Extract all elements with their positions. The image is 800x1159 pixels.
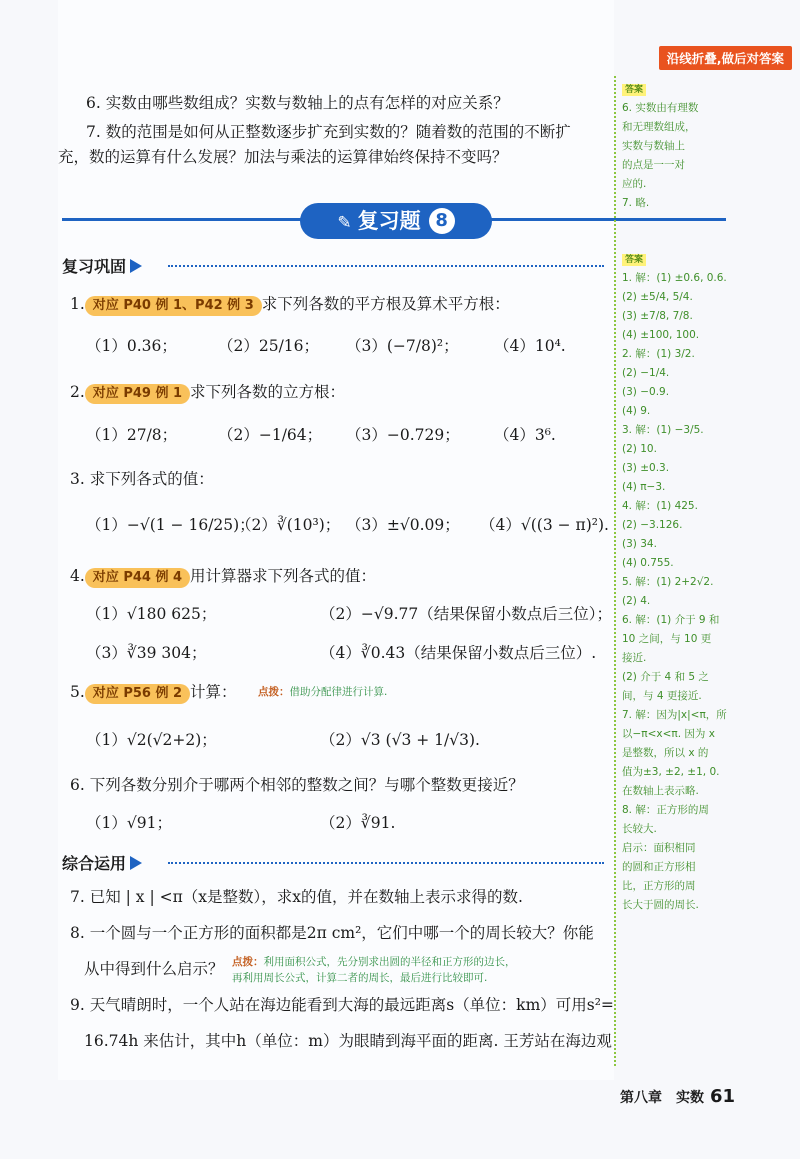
intro-question-7-line2: 充，数的运算有什么发展？加法与乘法的运算律始终保持不变吗？ [58,148,508,166]
answers-main-tag: 答案 [622,254,646,266]
question-9-line1: 9. 天气晴朗时，一个人站在海边能看到大海的最远距离s（单位：km）可用s²= [70,996,614,1014]
answer-line: 值为±3, ±2, ±1, 0. [622,766,720,778]
q4-item-3: （3）∛39 304； [86,644,207,662]
answer-line: (2) ±5/4, 5/4. [622,291,693,303]
answer-line: 以−π<x<π. 因为 x [622,728,715,740]
q2-item-3: （3）−0.729； [346,426,460,444]
pencil-icon: ✎ [337,213,352,233]
page-footer [620,1086,735,1107]
answer-line: 在数轴上表示略. [622,785,699,797]
answer-line: 4. 解：(1) 425. [622,500,698,512]
answer-top-line: 的点是一一对 [622,159,685,171]
section-review-dots [168,265,604,267]
q2-item-4: （4）3⁶. [494,426,556,444]
answer-line: 2. 解：(1) 3/2. [622,348,695,360]
answer-line: (2) 4. [622,595,651,607]
answer-line: 的圆和正方形相 [622,861,696,873]
answer-line: 5. 解：(1) 2+2√2. [622,576,714,588]
q4-item-1: （1）√180 625； [86,605,217,623]
answer-top-line: 7. 略. [622,197,650,209]
answer-line: 10 之间，与 10 更 [622,633,712,645]
q4-item-4: （4）∛0.43（结果保留小数点后三位）. [320,644,597,662]
fold-answer-tab: 沿线折叠,做后对答案 [659,46,792,70]
q3-item-2: （2）∛(10³)； [236,516,341,534]
q1-item-1: （1）0.36； [86,337,177,355]
q6-item-2: （2）∛91. [320,814,396,832]
q6-item-1: （1）√91； [86,814,172,832]
answer-line: 接近. [622,652,647,664]
answer-top-line: 6. 实数由有理数 [622,102,699,114]
question-8-line2: 从中得到什么启示？ [84,960,224,978]
answer-line: 6. 解：(1) 介于 9 和 [622,614,720,626]
section-comprehensive-dots [168,862,604,864]
footer-chapter: 第八章 实数 [620,1090,704,1106]
q3-item-4: （4）√((3 − π)²). [480,516,609,534]
q1-item-3: （3）(−7/8)²； [346,337,459,355]
review-banner [300,203,492,239]
q5-item-1: （1）√2(√2+2)； [86,731,217,749]
answer-line: (2) 10. [622,443,657,455]
answer-line: (4) ±100, 100. [622,329,700,341]
answer-line: 8. 解：正方形的周 [622,804,709,816]
answer-line: 1. 解：(1) ±0.6, 0.6. [622,272,727,284]
banner-title: 复习题 [357,209,421,233]
q3-item-3: （3）±√0.09； [346,516,460,534]
question-2: 2. 对应 P49 例 1 求下列各数的立方根： [70,381,345,404]
q1-item-2: （2）25/16； [218,337,320,355]
answers-main-block [622,250,734,915]
page-number: 61 [710,1086,736,1107]
banner-number: 8 [429,208,455,234]
q1-item-4: （4）10⁴. [494,337,566,355]
q1-ref-tag: 对应 P40 例 1、P42 例 3 [85,296,262,316]
question-3: 3. 求下列各式的值： [70,470,214,488]
question-8-line1: 8. 一个圆与一个正方形的面积都是2π cm²，它们中哪一个的周长较大？你能 [70,924,594,942]
answer-line: (4) 0.755. [622,557,674,569]
answer-line: (3) ±7/8, 7/8. [622,310,693,322]
intro-question-7-line1: 7. 数的范围是如何从正整数逐步扩充到实数的？随着数的范围的不断扩 [86,123,571,141]
answer-line: 7. 解：因为|x|<π，所 [622,709,727,721]
answers-top-block [622,80,734,213]
answer-line: (2) −3.126. [622,519,683,531]
question-1: 1. 对应 P40 例 1、P42 例 3 求下列各数的平方根及算术平方根： [70,293,510,316]
answer-line: 是整数，所以 x 的 [622,747,709,759]
q8-hint-line2: 再利用周长公式，计算二者的周长，最后进行比较即可. [232,972,488,984]
q4-item-2: （2）−√9.77（结果保留小数点后三位）； [320,605,612,623]
answer-line: (2) −1/4. [622,367,670,379]
section-review-label: 复习巩固 [62,257,127,276]
answer-line: 长大于圆的周长. [622,899,699,911]
question-5: 5. 对应 P56 例 2 计算： [70,681,237,704]
q2-ref-tag: 对应 P49 例 1 [85,384,190,404]
answer-line: 间，与 4 更接近. [622,690,702,702]
answer-line: 启示：面积相同 [622,842,696,854]
answer-line: (3) ±0.3. [622,462,670,474]
answers-main-lines [622,269,734,915]
q4-ref-tag: 对应 P44 例 4 [85,568,190,588]
question-6: 6. 下列各数分别介于哪两个相邻的整数之间？与哪个整数更接近？ [70,776,524,794]
answer-line: (2) 介于 4 和 5 之 [622,671,709,683]
q5-item-2: （2）√3 (√3 + 1/√3). [320,731,480,749]
section-arrow-icon [130,259,142,273]
answer-top-line: 和无理数组成， [622,121,696,133]
section-comprehensive-label: 综合运用 [62,854,127,873]
answer-line: (4) π−3. [622,481,666,493]
q5-ref-tag: 对应 P56 例 2 [85,684,190,704]
section-arrow-icon [130,856,142,870]
q8-hint-line1: 点拨：利用面积公式，先分别求出圆的半径和正方形的边长， [232,956,516,968]
answer-line: (3) 34. [622,538,657,550]
answer-column [614,76,734,1066]
q3-item-1: （1）−√(1 − 16/25)； [86,516,255,534]
answer-top-line: 应的. [622,178,647,190]
answer-line: 比，正方形的周 [622,880,696,892]
section-comprehensive-heading [62,851,142,874]
q5-hint: 点拨：借助分配律进行计算. [258,686,388,698]
q2-item-2: （2）−1/64； [218,426,323,444]
answers-top-tag: 答案 [622,84,646,96]
section-review-heading [62,254,142,277]
q2-item-1: （1）27/8； [86,426,178,444]
answers-top-lines [622,99,734,213]
answer-line: 长较大. [622,823,657,835]
intro-question-6: 6. 实数由哪些数组成？实数与数轴上的点有怎样的对应关系？ [86,94,509,112]
answer-line: (4) 9. [622,405,651,417]
question-4: 4. 对应 P44 例 4 用计算器求下列各式的值： [70,565,376,588]
answer-top-line: 实数与数轴上 [622,140,685,152]
answer-line: (3) −0.9. [622,386,670,398]
question-7: 7. 已知 | x | <π（x是整数），求x的值，并在数轴上表示求得的数. [70,888,523,906]
question-9-line2: 16.74h 来估计，其中h（单位：m）为眼睛到海平面的距离. 王芳站在海边观 [84,1032,612,1050]
answer-line: 3. 解：(1) −3/5. [622,424,704,436]
